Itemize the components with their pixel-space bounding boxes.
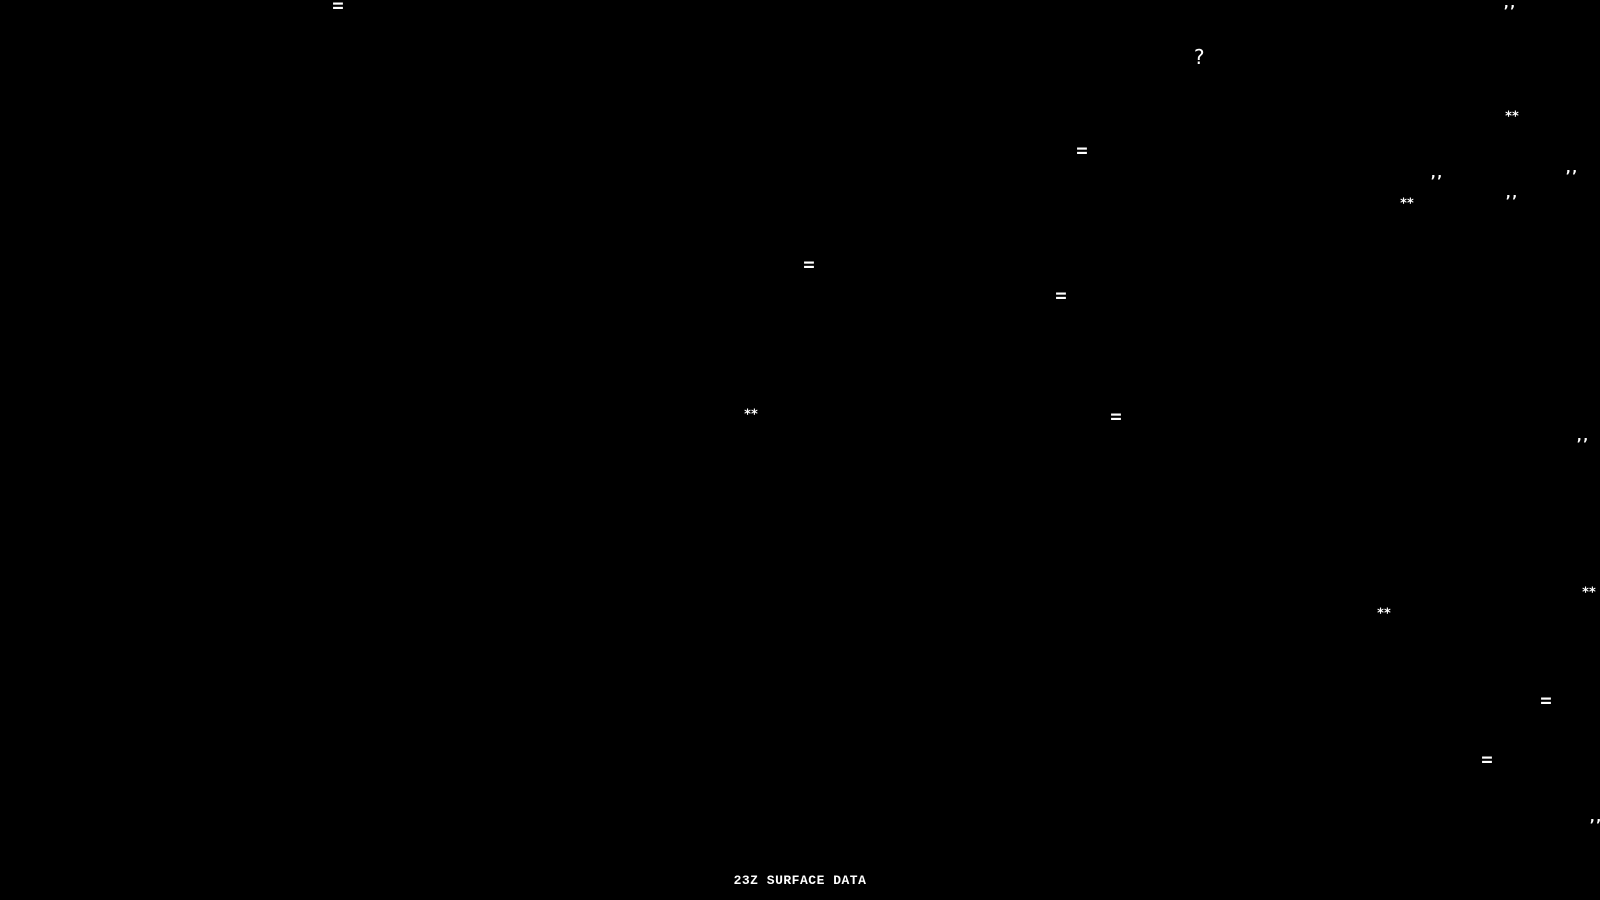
- snow-symbol: **: [1399, 196, 1414, 212]
- drizzle-symbol: ’’: [1563, 169, 1577, 185]
- unknown-weather-symbol: ?: [1192, 45, 1206, 69]
- fog-symbol: =: [1540, 689, 1552, 712]
- fog-symbol: =: [803, 253, 815, 276]
- drizzle-symbol: ’’: [1428, 174, 1442, 190]
- snow-symbol: **: [1581, 585, 1596, 601]
- drizzle-symbol: ’’: [1587, 818, 1600, 834]
- snow-symbol: **: [1504, 109, 1519, 125]
- fog-symbol: =: [1110, 405, 1122, 428]
- snow-symbol: **: [1376, 606, 1391, 622]
- snow-symbol: **: [743, 407, 758, 423]
- fog-symbol: =: [1076, 139, 1088, 162]
- fog-symbol: =: [332, 0, 344, 17]
- map-title: 23Z SURFACE DATA: [733, 873, 867, 888]
- drizzle-symbol: ’’: [1574, 437, 1588, 453]
- fog-symbol: =: [1481, 748, 1493, 771]
- drizzle-symbol: ’’: [1503, 194, 1517, 210]
- fog-symbol: =: [1055, 284, 1067, 307]
- drizzle-symbol: ’’: [1501, 4, 1515, 20]
